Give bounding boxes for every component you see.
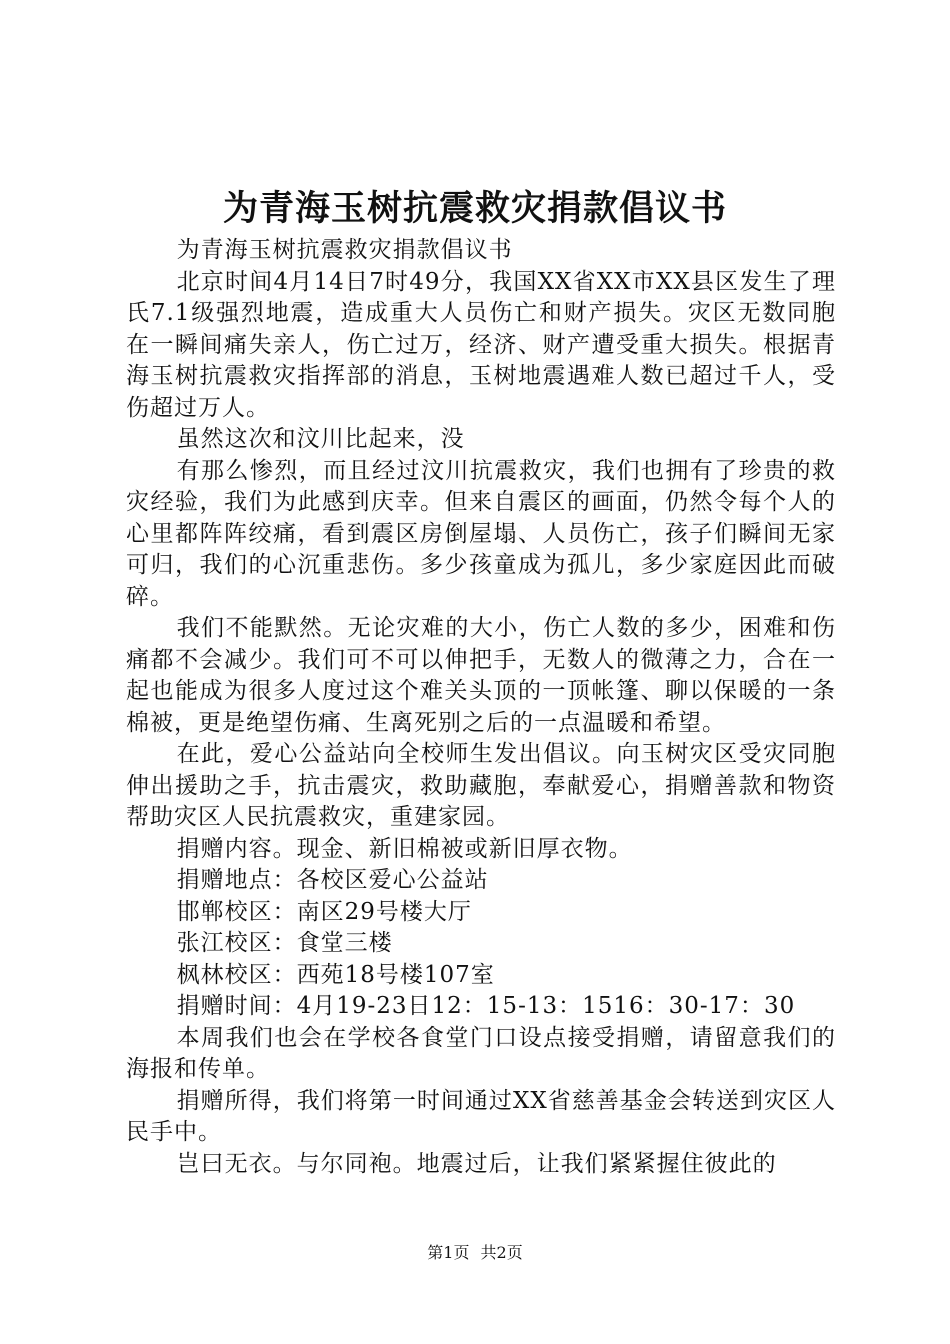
paragraph: 本周我们也会在学校各食堂门口设点接受捐赠，请留意我们的海报和传单。 [126,1024,836,1082]
document-body [126,235,836,1180]
paragraph: 虽然这次和汶川比起来，没 [176,426,465,452]
paragraph: 邯郸校区：南区29号楼大厅 [176,898,472,925]
page-footer [0,1243,950,1263]
paragraph: 有那么惨烈，而且经过汶川抗震救灾，我们也拥有了珍贵的救灾经验，我们为此感到庆幸。但来自震区的画面，仍然令每个人的心里都阵阵绞痛，看到震区房倒屋塌、人员伤亡，孩子们瞬间无家可归，我们的心沉重悲伤。多少孩童成为孤儿，多少家庭因此而破碎。 [126,457,836,610]
page-number: 第1页 [427,1243,470,1262]
paragraph: 捐赠所得，我们将第一时间通过XX省慈善基金会转送到灾区人民手中。 [126,1087,836,1145]
paragraph: 捐赠时间：4月19-23日12：15-13：1516：30-17：30 [176,993,796,1019]
paragraph: 北京时间4月14日7时49分，我国XX省XX市XX县区发生了理氏7.1级强烈地震，造成重大人员伤亡和财产损失。灾区无数同胞在一瞬间痛失亲人，伤亡过万，经济、财产遭受重大损失。根据青海玉树抗震救灾指挥部的消息，玉树地震遇难人数已超过千人，受伤超过万人。 [126,268,836,421]
paragraph: 捐赠地点：各校区爱心公益站 [176,867,489,893]
paragraph: 岂曰无衣。与尔同袍。地震过后，让我们紧紧握住彼此的 [176,1150,777,1177]
paragraph: 张江校区：食堂三楼 [176,930,393,956]
paragraph: 枫林校区：西苑18号楼107室 [176,961,495,988]
paragraph: 我们不能默然。无论灾难的大小，伤亡人数的多少，困难和伤痛都不会减少。我们可不可以伸把手，无数人的微薄之力，合在一起也能成为很多人度过这个难关头顶的一顶帐篷、聊以保暖的一条棉被，更是绝望伤痛、生离死别之后的一点温暖和希望。 [126,615,836,736]
page-total: 共2页 [480,1243,523,1262]
paragraph: 捐赠内容。现金、新旧棉被或新旧厚衣物。 [176,835,633,862]
document-title: 为青海玉树抗震救灾捐款倡议书 [222,188,727,229]
paragraph: 为青海玉树抗震救灾捐款倡议书 [176,237,513,263]
paragraph: 在此，爱心公益站向全校师生发出倡议。向玉树灾区受灾同胞伸出援助之手，抗击震灾，救助藏胞，奉献爱心，捐赠善款和物资帮助灾区人民抗震救灾，重建家园。 [126,741,836,830]
